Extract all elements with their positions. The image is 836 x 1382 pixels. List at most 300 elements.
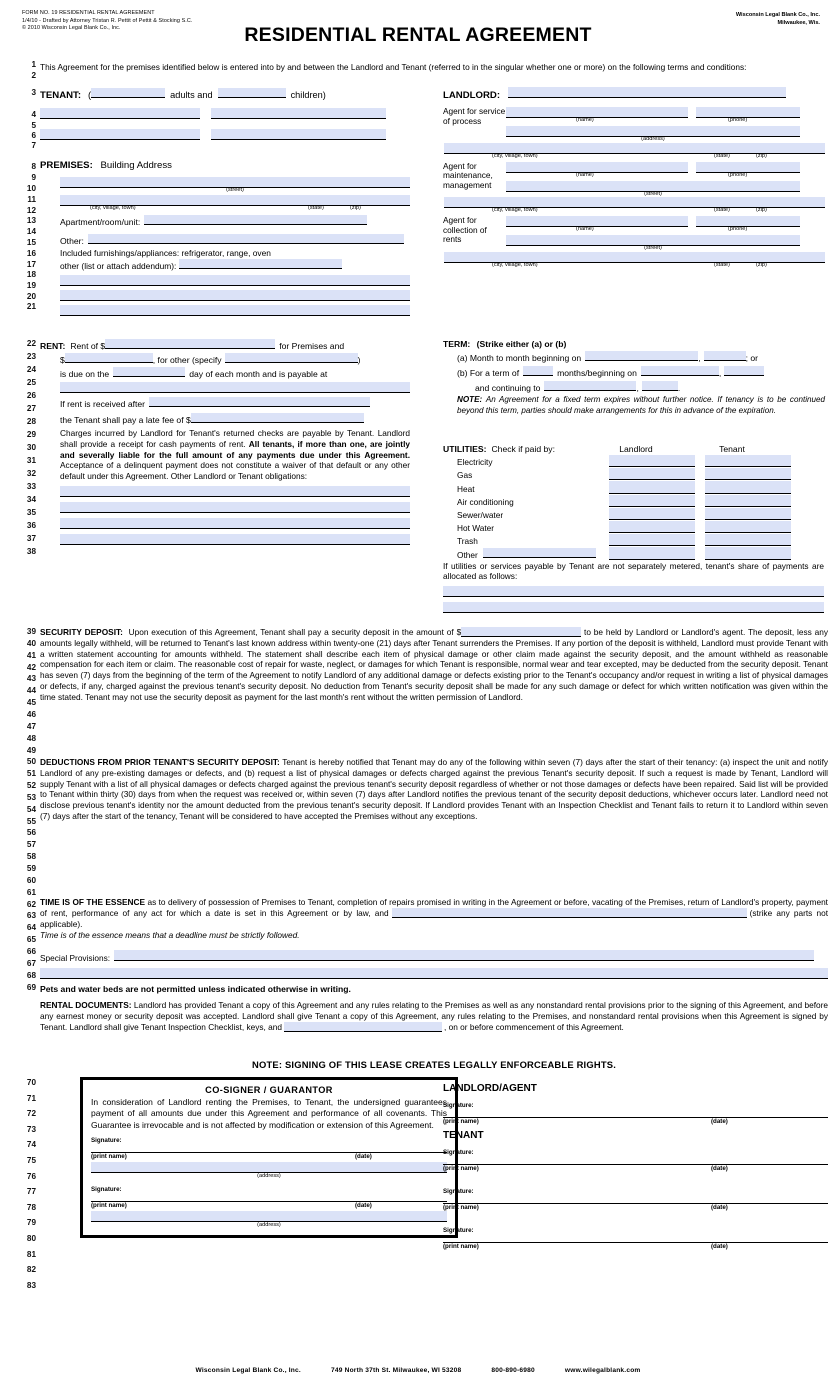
landlord-agent-heading: LANDLORD/AGENT — [443, 1083, 537, 1094]
paren-open: ( — [88, 89, 92, 100]
rent-obligations-input-2[interactable] — [60, 502, 410, 513]
tenant-signature-line-1[interactable] — [443, 1156, 828, 1165]
rent-para-1: Charges incurred by Landlord for Tenant's returned checks are payable by Tenant. Landlord shall provide a receipt for cash payments of rent. — [60, 428, 410, 449]
tenant-heading: TENANT — [443, 1130, 484, 1141]
signature-section — [443, 1083, 828, 1253]
tenant-section — [40, 88, 430, 140]
agent-service-phone-input[interactable] — [696, 107, 800, 118]
furnishings-extra-input-3[interactable] — [60, 305, 410, 316]
apartment-input[interactable] — [144, 215, 367, 225]
rent-late-fee-input[interactable] — [191, 413, 364, 423]
time-essence-section — [40, 897, 828, 941]
line-number: 43 — [26, 674, 36, 684]
rent-obligations-input-1[interactable] — [60, 486, 410, 497]
line-number: 79 — [26, 1218, 36, 1228]
cosigner-box — [80, 1077, 458, 1238]
rent-due-prefix: is due on the — [60, 369, 110, 379]
utilities-table — [457, 454, 828, 560]
utility-name: Trash — [457, 536, 478, 547]
cosigner-address-input-1[interactable] — [91, 1162, 447, 1173]
premises-street-caption: (street) — [226, 187, 244, 193]
utility-tenant-checkbox[interactable] — [705, 495, 791, 507]
tenant-date-1: (date) — [711, 1165, 728, 1172]
time-essence-italic: Time is of the essence means that a deadline must be strictly followed. — [40, 930, 300, 941]
rent-due-day-input[interactable] — [113, 367, 185, 377]
utility-landlord-checkbox[interactable] — [609, 547, 695, 559]
tenant-signature-label-1: Signature: — [443, 1149, 474, 1156]
utility-label: Other — [457, 549, 478, 560]
cosigner-address-input-2[interactable] — [91, 1211, 447, 1222]
agent-service-phone-caption: (phone) — [728, 117, 748, 123]
line-number: 37 — [26, 534, 36, 543]
utilities-allocation-input-2[interactable] — [443, 602, 824, 613]
term-month-to-month-year-input[interactable] — [704, 351, 746, 361]
line-number: 44 — [26, 686, 36, 696]
line-number: 49 — [26, 745, 36, 755]
line-number: 68 — [26, 970, 36, 980]
form-id-line-2: 1/4/10 - Drafted by Attorney Tristan R. Pettit of Pettit & Stocking S.C. — [22, 17, 193, 24]
tenant-signature-label-2: Signature: — [443, 1188, 474, 1195]
term-note-bold: NOTE: — [457, 395, 483, 404]
agent-collection-phone-caption: (phone) — [728, 226, 748, 233]
utility-tenant-checkbox[interactable] — [705, 455, 791, 467]
line-number: 56 — [26, 828, 36, 838]
term-label: TERM: — [443, 339, 471, 349]
landlord-name-input[interactable] — [508, 87, 786, 98]
agent-collection-city-caption: (city, village, town) — [492, 261, 538, 268]
utilities-allocation-input-1[interactable] — [443, 586, 824, 597]
deductions-text: Tenant is hereby notified that Tenant may do any of the following within seven (7) days after the start of their tenancy: (a) inspect the unit and notify Landlord of any pre-existing damages or defects, and (b) request a list of physical damages or defects charged against the previous Tenant's security deposit. If such a request is made by Tenant, Landlord will supply Tenant with a list of all physical damages or defects charged against the previous tenant's security deposit regardless of whether or not those damages or defects have been repaired. Said list will be provided to Tenant within thirty (30) days from when the request was received or, within seven (7) days after Landlord notifies the previous tenant of the security deposit deductions, whichever occurs later. Landlord need not disclose previous tenant's identity nor the amount deducted from the previous tenant's security deposit. If Landlord provides Tenant with an Inspection Checklist and Tenant fails to return it to Landlord within seven (7) days after the start of the tenancy, Tenant will be considered to have accepted the Premises without any exceptions. — [40, 757, 829, 821]
utility-row — [457, 520, 828, 533]
landlord-label: LANDLORD: — [443, 90, 501, 101]
line-number: 39 — [26, 627, 36, 636]
cosigner-text: In consideration of Landlord renting the Premises, to Tenant, the undersigned guarantees payment of all amounts due under this Agreement and performance of all covenants. This Guarantee is irrevocable and is not affected by modification or extension of this Agreement. — [91, 1097, 447, 1130]
line-number: 40 — [26, 638, 36, 648]
tenant-signature-line-3[interactable] — [443, 1234, 828, 1243]
line-number: 76 — [26, 1171, 36, 1181]
term-strike-note: (Strike either (a) or (b) — [476, 339, 567, 349]
rental-documents-paragraph — [40, 1000, 828, 1032]
special-provisions-input-1[interactable] — [114, 950, 814, 961]
line-number: 2 — [31, 71, 36, 80]
line-number: 52 — [26, 781, 36, 791]
rent-other-specify-input[interactable] — [225, 353, 358, 363]
term-section: TERM: (Strike either (a) or (b) (a) Month to month beginning on , ; or (b) For a term of months/beginning on , and continuing to , . NOTE: An Agreement for a fixed term expires without further notice. If tenancy is to be continued beyond this term, parties should make arrangements for this in advance of the expiration. — [443, 339, 826, 415]
rent-obligations-input-3[interactable] — [60, 518, 410, 529]
line-number: 57 — [26, 840, 36, 850]
term-note-text: An Agreement for a fixed term expires without further notice. If tenancy is to be continued beyond this term, parties should make arrangements for this in advance of the expiration. — [457, 395, 826, 415]
utility-row — [457, 507, 828, 520]
line-number: 18 — [26, 270, 36, 279]
rent-premises-suffix: for Premises and — [279, 341, 345, 351]
utility-row — [457, 480, 828, 493]
agent-maintenance-zip-caption: (zip) — [756, 207, 767, 214]
rent-late-fee-label: the Tenant shall pay a late fee of $ — [60, 415, 191, 425]
line-number: 13 — [26, 216, 36, 225]
line-number: 15 — [26, 238, 36, 247]
rent-charges-paragraph — [60, 428, 410, 482]
utility-tenant-checkbox[interactable] — [705, 508, 791, 520]
line-number: 19 — [26, 281, 36, 290]
cosigner-signature-label-2: Signature: — [91, 1186, 122, 1194]
security-deposit-amount-input[interactable] — [461, 627, 581, 637]
line-number: 66 — [26, 946, 36, 956]
line-number: 54 — [26, 804, 36, 814]
line-number: 67 — [26, 958, 36, 968]
cosigner-signature-label-1: Signature: — [91, 1136, 122, 1144]
line-number: 80 — [26, 1234, 36, 1243]
line-number: 8 — [31, 162, 36, 171]
utility-landlord-checkbox[interactable] — [609, 468, 695, 480]
utility-name: Gas — [457, 470, 473, 481]
agent-maintenance-phone-input[interactable] — [696, 162, 800, 173]
line-number: 20 — [26, 292, 36, 301]
security-deposit-paragraph — [40, 627, 828, 702]
tenant-children-label: children) — [290, 90, 326, 100]
form-id-line-1: FORM NO. 19 RESIDENTIAL RENTAL AGREEMENT — [22, 10, 155, 16]
line-number: 72 — [26, 1109, 36, 1119]
landlord-signature-line[interactable] — [443, 1109, 828, 1118]
line-number: 62 — [26, 899, 36, 909]
rent-para-2: Acceptance of a delinquent payment does not constitute a waiver of that default or any other default under this Agreement. Other Landlord or Tenant obligations: — [60, 460, 410, 482]
rent-late-after-input[interactable] — [149, 397, 370, 407]
rent-label: RENT: — [40, 341, 66, 351]
deductions-section — [40, 757, 828, 822]
line-number: 4 — [31, 110, 36, 119]
line-number: 17 — [26, 260, 36, 269]
time-essence-paragraph — [40, 897, 828, 929]
line-number: 3 — [31, 88, 36, 97]
utility-row — [457, 533, 828, 546]
line-number: 10 — [26, 184, 36, 193]
term-months-suffix: months/beginning on — [557, 368, 637, 378]
line-number: 59 — [26, 864, 36, 873]
deductions-paragraph — [40, 757, 828, 822]
cosigner-signature-line-1[interactable] — [91, 1144, 447, 1153]
line-number: 55 — [26, 816, 36, 826]
term-end-date-input[interactable] — [544, 381, 636, 391]
line-number: 50 — [26, 757, 36, 767]
line-number: 14 — [26, 227, 36, 236]
utility-other-input[interactable] — [483, 548, 596, 558]
page-title: RESIDENTIAL RENTAL AGREEMENT — [244, 24, 592, 46]
agent-service-label: Agent for service of process — [443, 106, 506, 126]
line-number: 63 — [26, 911, 36, 921]
line-number: 69 — [26, 982, 36, 992]
utility-tenant-checkbox[interactable] — [705, 481, 791, 493]
agent-service-city-input[interactable] — [444, 143, 825, 154]
utility-name: Electricity — [457, 457, 493, 468]
rental-documents-section — [40, 1000, 828, 1032]
line-number: 74 — [26, 1140, 36, 1150]
rent-para-bold: All tenants, if more than one, are jointly and severally liable for the full amount of any payments due under this Agreement. — [60, 438, 410, 460]
tenant-name-input-1[interactable] — [40, 108, 200, 119]
agent-collection-name-input[interactable] — [506, 216, 688, 227]
agent-collection-label: Agent for collection of rents — [443, 215, 487, 245]
line-number: 47 — [26, 721, 36, 731]
line-number: 33 — [26, 482, 36, 491]
tenant-label: TENANT: — [40, 90, 82, 101]
line-number: 75 — [26, 1156, 36, 1165]
line-number: 42 — [26, 662, 36, 672]
special-provisions-input-2[interactable] — [40, 968, 828, 979]
line-number: 78 — [26, 1202, 36, 1212]
rent-other-specify-label: , for other (specify — [152, 355, 222, 365]
utility-tenant-checkbox[interactable] — [705, 534, 791, 546]
footer-address: 749 North 37th St. Milwaukee, WI 53208 — [330, 1367, 462, 1374]
security-deposit-heading: SECURITY DEPOSIT: — [40, 627, 123, 637]
tenant-print-name-3: (print name) — [443, 1243, 479, 1250]
rent-late-after-label: If rent is received after — [60, 399, 146, 409]
rent-amount-input[interactable] — [105, 339, 275, 349]
term-option-b-label: (b) For a term of — [457, 368, 520, 378]
tenant-date-2: (date) — [711, 1204, 728, 1211]
footer-website[interactable]: www.wilegalblank.com — [564, 1367, 641, 1374]
premises-state-caption: (state) — [308, 204, 324, 211]
furnishings-extra-input-2[interactable] — [60, 290, 410, 301]
line-number: 81 — [26, 1249, 36, 1259]
agent-maintenance-phone-caption: (phone) — [728, 171, 748, 178]
agent-service-state-caption: (state) — [714, 152, 730, 159]
utility-name: Sewer/water — [457, 509, 504, 520]
agent-service-name-caption: (name) — [576, 117, 594, 123]
security-deposit-section — [40, 627, 828, 702]
time-essence-text-b: (strike any parts not applicable). — [40, 907, 828, 929]
rental-documents-text-b: , on or before commencement of this Agreement. — [444, 1021, 624, 1032]
pets-statement: Pets and water beds are not permitted unless indicated otherwise in writing. — [40, 984, 351, 994]
line-number: 24 — [26, 365, 36, 374]
line-number: 5 — [31, 121, 36, 130]
agent-collection-phone-input[interactable] — [696, 216, 800, 227]
rental-documents-heading: RENTAL DOCUMENTS: — [40, 1000, 132, 1010]
agent-collection-state-caption: (state) — [714, 261, 730, 268]
line-number: 16 — [26, 249, 36, 258]
line-number: 77 — [26, 1187, 36, 1197]
line-number: 32 — [26, 469, 36, 478]
line-number: 30 — [26, 443, 36, 452]
rent-other-amount-input[interactable] — [65, 353, 153, 363]
special-provisions-section — [40, 950, 828, 979]
rent-other-dollar: $ — [60, 355, 65, 365]
line-number: 46 — [26, 709, 36, 719]
security-deposit-text-a: Upon execution of this Agreement, Tenant shall pay a security deposit in the amount of $ — [128, 627, 462, 637]
utility-tenant-checkbox[interactable] — [705, 468, 791, 480]
line-number: 1 — [31, 60, 36, 69]
premises-section — [40, 160, 430, 316]
landlord-signature-label: Signature: — [443, 1102, 474, 1109]
cosigner-date-1: (date) — [355, 1152, 372, 1160]
tenant-signature-label-3: Signature: — [443, 1227, 474, 1234]
premises-city-input[interactable] — [60, 195, 410, 206]
publisher-name: Wisconsin Legal Blank Co., Inc. — [735, 12, 820, 18]
signing-note: NOTE: SIGNING OF THIS LEASE CREATES LEGALLY ENFORCEABLE RIGHTS. — [251, 1059, 616, 1070]
line-number: 12 — [26, 206, 36, 215]
tenant-signature-line-2[interactable] — [443, 1195, 828, 1204]
line-number: 51 — [26, 769, 36, 779]
utility-landlord-checkbox[interactable] — [609, 481, 695, 493]
line-number: 7 — [31, 141, 36, 150]
line-number: 26 — [26, 391, 36, 400]
agent-service-name-input[interactable] — [506, 107, 688, 118]
utilities-section — [443, 444, 828, 613]
term-months-input[interactable] — [523, 366, 553, 376]
rent-due-suffix: day of each month and is payable at — [189, 369, 328, 379]
utility-name: Hot Water — [457, 523, 495, 534]
landlord-date: (date) — [711, 1118, 728, 1125]
line-number: 29 — [26, 430, 36, 439]
tenant-name-input-4[interactable] — [211, 129, 386, 140]
utility-landlord-checkbox[interactable] — [609, 495, 695, 507]
utility-row — [457, 467, 828, 480]
special-provisions-label: Special Provisions: — [40, 953, 111, 963]
agent-collection-street-caption: (street) — [644, 245, 662, 252]
term-month-to-month-date-input[interactable] — [585, 351, 698, 361]
term-option-a-or: ; or — [745, 353, 759, 363]
utility-tenant-checkbox[interactable] — [705, 521, 791, 533]
agent-service-zip-caption: (zip) — [756, 152, 767, 159]
form-id-line-3: © 2010 Wisconsin Legal Blank Co., Inc. — [22, 25, 121, 32]
term-end-year-input[interactable] — [642, 381, 678, 391]
term-option-a-label: (a) Month to month beginning on — [457, 353, 582, 363]
agent-maintenance-name-caption: (name) — [576, 171, 594, 178]
document-header — [10, 8, 826, 56]
line-number: 31 — [26, 456, 36, 465]
furnishings-line-2: other (list or attach addendum): — [60, 260, 177, 271]
furnishings-extra-input-1[interactable] — [60, 275, 410, 286]
cosigner-signature-line-2[interactable] — [91, 1193, 447, 1202]
line-number: 27 — [26, 404, 36, 413]
utility-row — [457, 546, 828, 559]
utilities-col-tenant: Tenant — [719, 444, 745, 454]
utilities-check-text: Check if paid by: — [491, 444, 555, 454]
line-number: 38 — [26, 547, 36, 556]
premises-label: PREMISES: — [40, 160, 93, 171]
intro-paragraph: This Agreement for the premises identified below is entered into by and between the Landlord and Tenant (referred to in the singular whether one or more) on the following terms and conditions: — [40, 62, 747, 72]
utilities-label: UTILITIES: — [443, 444, 487, 454]
cosigner-print-name-1: (print name) — [91, 1152, 127, 1160]
line-number: 61 — [26, 887, 36, 897]
furnishings-other-input[interactable] — [179, 259, 342, 269]
line-number: 9 — [31, 173, 36, 182]
tenant-name-input-2[interactable] — [211, 108, 386, 119]
utility-name — [457, 548, 609, 560]
line-number: 23 — [26, 352, 36, 361]
utility-landlord-checkbox[interactable] — [609, 508, 695, 520]
tenant-name-input-3[interactable] — [40, 129, 200, 140]
utility-name: Heat — [457, 483, 475, 494]
tenant-adults-label: adults and — [170, 90, 213, 100]
term-begin-year-input[interactable] — [724, 366, 764, 376]
time-essence-input[interactable] — [392, 908, 747, 918]
line-number: 41 — [26, 650, 36, 660]
tenant-print-name-2: (print name) — [443, 1204, 479, 1211]
landlord-section — [443, 87, 828, 271]
agent-maintenance-label: Agent for maintenance, management — [443, 160, 493, 190]
tenant-print-name-1: (print name) — [443, 1165, 479, 1172]
line-number: 53 — [26, 792, 36, 802]
utility-row — [457, 494, 828, 507]
agent-maintenance-city-caption: (city, village, town) — [492, 207, 538, 214]
line-number: 65 — [26, 935, 36, 945]
rent-section — [40, 339, 430, 545]
pets-section — [40, 984, 828, 995]
premises-zip-caption: (zip) — [350, 204, 361, 211]
agent-maintenance-name-input[interactable] — [506, 162, 688, 173]
rent-other-close: ) — [357, 355, 361, 365]
line-number: 25 — [26, 378, 36, 387]
cosigner-wrapper — [40, 1077, 447, 1238]
line-number: 34 — [26, 495, 36, 504]
cosigner-print-name-2: (print name) — [91, 1202, 127, 1210]
tenant-date-3: (date) — [711, 1243, 728, 1250]
publisher-city: Milwaukee, Wis. — [777, 20, 820, 27]
rent-amount-prefix: Rent of $ — [70, 341, 106, 351]
footer-company: Wisconsin Legal Blank Co., Inc. — [195, 1367, 301, 1374]
signing-note-section — [40, 1059, 828, 1070]
utility-landlord-checkbox[interactable] — [609, 521, 695, 533]
cosigner-address-caption-2: (address) — [257, 1222, 281, 1229]
furnishings-line-1: Included furnishings/appliances: refrigerator, range, oven — [60, 247, 271, 258]
apartment-label: Apartment/room/unit: — [60, 216, 141, 227]
landlord-print-name: (print name) — [443, 1118, 479, 1125]
rental-documents-input[interactable] — [284, 1022, 442, 1032]
utility-landlord-checkbox[interactable] — [609, 455, 695, 467]
rent-obligations-input-4[interactable] — [60, 534, 410, 545]
tenant-adults-input[interactable] — [91, 88, 165, 98]
time-essence-text-a: as to delivery of possession of Premises to Tenant, completion of repairs promised in writing in the Agreement or before, vacating of the Premises, return of Landlord's property, payment of rent, performance of any act for which a date is set in this Agreement or by law, and — [40, 897, 828, 918]
agent-maintenance-street-input[interactable] — [506, 181, 800, 192]
premises-building-address-label: Building Address — [100, 160, 172, 171]
agent-maintenance-state-caption: (state) — [714, 207, 730, 214]
line-number: 6 — [31, 131, 36, 140]
deductions-heading: DEDUCTIONS FROM PRIOR TENANT'S SECURITY DEPOSIT: — [40, 757, 280, 767]
footer-phone: 800-890-6980 — [491, 1367, 535, 1374]
utility-name: Air conditioning — [457, 496, 514, 507]
line-number: 70 — [26, 1078, 36, 1087]
utility-row — [457, 454, 828, 467]
agent-service-address-caption: (address) — [641, 136, 665, 142]
line-number: 71 — [26, 1093, 36, 1103]
line-number: 22 — [26, 339, 36, 348]
line-number: 48 — [26, 733, 36, 743]
agent-collection-name-caption: (name) — [576, 226, 594, 233]
line-number: 64 — [26, 923, 36, 933]
premises-other-input[interactable] — [88, 234, 404, 244]
agent-maintenance-street-caption: (street) — [644, 190, 662, 197]
cosigner-date-2: (date) — [355, 1202, 372, 1210]
utility-landlord-checkbox[interactable] — [609, 534, 695, 546]
tenant-children-input[interactable] — [218, 88, 286, 98]
agent-collection-zip-caption: (zip) — [756, 261, 767, 268]
term-begin-date-input[interactable] — [641, 366, 719, 376]
premises-other-label: Other: — [60, 235, 84, 246]
cosigner-address-caption-1: (address) — [257, 1172, 281, 1179]
line-number: 58 — [26, 852, 36, 862]
document-footer — [0, 1367, 836, 1374]
premises-city-caption: (city, village, town) — [90, 204, 136, 211]
line-number: 35 — [26, 508, 36, 517]
rent-payable-at-input[interactable] — [60, 382, 410, 393]
line-number: 60 — [26, 875, 36, 885]
utilities-footnote: If utilities or services payable by Tenant are not separately metered, tenant's share of payments are allocated as follows: — [443, 560, 824, 582]
time-essence-heading: TIME IS OF THE ESSENCE — [40, 897, 146, 907]
line-number: 28 — [26, 417, 36, 426]
term-note — [457, 395, 825, 416]
utility-tenant-checkbox[interactable] — [705, 547, 791, 559]
utilities-col-landlord: Landlord — [619, 444, 653, 454]
line-number: 82 — [26, 1265, 36, 1275]
line-number: 21 — [26, 302, 36, 311]
